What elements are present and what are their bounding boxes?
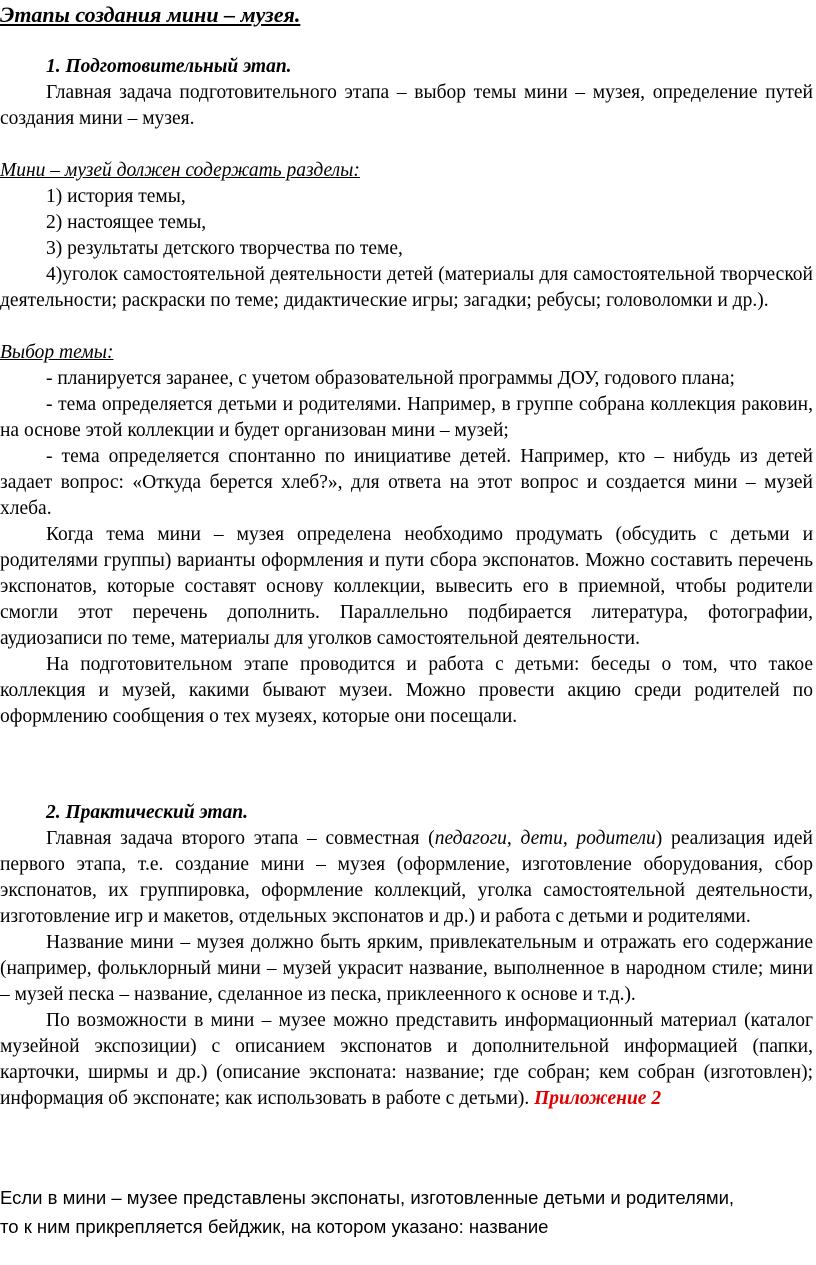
stage2-task-participants: педагоги, дети, родители	[434, 828, 656, 849]
stage2-task	[0, 826, 813, 930]
sections-list	[0, 158, 813, 314]
badge-paragraph	[0, 1183, 816, 1241]
sections-item-2: 2) настоящее темы,	[46, 212, 207, 233]
sections-item-1: 1) история темы,	[46, 186, 186, 207]
theme-choice-section	[0, 340, 813, 730]
appendix-reference: Приложение 2	[534, 1088, 662, 1109]
stage1-task: Главная задача подготовительного этапа – выбор темы мини – музея, определение путей создания мини – музея.	[0, 82, 813, 129]
info-material-text: По возможности в мини – музее можно представить информационный материал (каталог музейной экспозиции) с описанием экспонатов и дополнительной информацией (папки, карточки, ширмы и др.) (описание экспоната: название; где собран; кем собран (изготовлен); информация об экспонате; как использовать в работе с детьми).	[0, 1010, 813, 1109]
stage2-task-before: Главная задача второго этапа – совместная (	[46, 828, 435, 849]
theme-choice-item-2: - тема определяется детьми и родителями. Например, в группе собрана коллекция раковин, на основе этой коллекции и будет организован мини – музей;	[0, 394, 813, 441]
stage2-heading: 2. Практический этап.	[46, 802, 249, 823]
theme-choice-item-1: - планируется заранее, с учетом образовательной программы ДОУ, годового плана;	[46, 368, 735, 389]
stage1-section	[0, 54, 813, 132]
prep-work-paragraph: На подготовительном этапе проводится и работа с детьми: беседы о том, что такое коллекция и музей, какими бывают музеи. Можно провести акцию среди родителей по оформлению сообщения о тех музеях, которые они посещали.	[0, 654, 813, 727]
document-title: Этапы создания мини – музея.	[0, 2, 301, 27]
theme-choice-item-3: - тема определяется спонтанно по инициативе детей. Например, кто – нибудь из детей задает вопрос: «Откуда берется хлеб?», для ответа на этот вопрос и создается мини – музей хлеба.	[0, 446, 813, 519]
badge-line-1: Если в мини – музее представлены экспонаты, изготовленные детьми и родителями,	[0, 1187, 735, 1208]
stage2-section	[0, 800, 813, 1112]
info-material-paragraph	[0, 1008, 813, 1112]
theme-planning-paragraph: Когда тема мини – музея определена необходимо продумать (обсудить с детьми и родителями группы) варианты оформления и пути сбора экспонатов. Можно составить перечень экспонатов, которые составят основу коллекции, вывесить его в приемной, чтобы родители смогли этот перечень дополнить. Параллельно подбирается литература, фотографии, аудиозаписи по теме, материалы для уголков самостоятельной деятельности.	[0, 524, 813, 649]
stage2-task-after: ) реализация идей первого этапа, т.е. создание мини – музея (оформление, изготовление оборудования, сбор экспонатов, их группировка, оформление коллекций, уголка самостоятельной деятельности, изготовление игр и макетов, отдельных экспонатов и др.) и работа с детьми и родителями.	[0, 828, 813, 927]
badge-line-2: то к ним прикрепляется бейджик, на котором указано: название	[0, 1216, 549, 1237]
museum-name-paragraph: Название мини – музея должно быть ярким, привлекательным и отражать его содержание (например, фольклорный мини – музей украсит название, выполненное в народном стиле; мини – музей песка – название, сделанное из песка, приклеенного к основе и т.д.).	[0, 932, 813, 1005]
sections-item-3: 3) результаты детского творчества по теме,	[46, 238, 403, 259]
sections-item-4: 4)уголок самостоятельной деятельности детей (материалы для самостоятельной творческой деятельности; раскраски по теме; дидактические игры; загадки; ребусы; головоломки и др.).	[0, 264, 813, 311]
theme-choice-heading: Выбор темы:	[0, 342, 114, 363]
sections-heading: Мини – музей должен содержать разделы:	[0, 160, 360, 181]
stage1-heading: 1. Подготовительный этап.	[46, 56, 292, 77]
